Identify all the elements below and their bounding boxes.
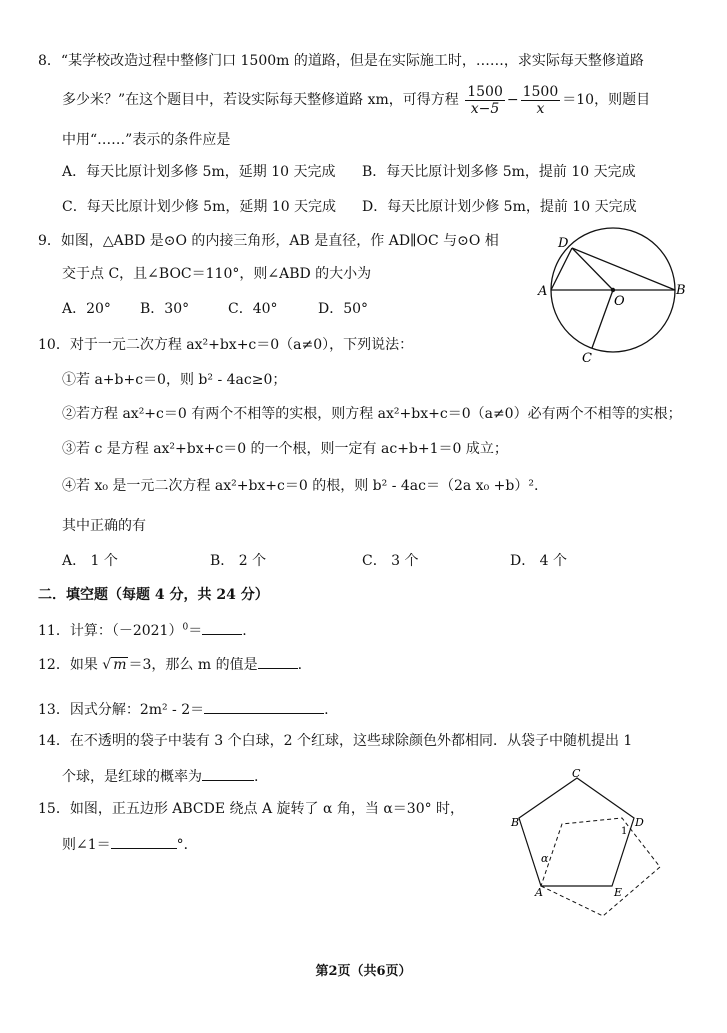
section-title: 二．填空题（每题 4 分，共 24 分）: [38, 587, 269, 603]
q8-line3: 中用“……”表示的条件应是: [62, 132, 231, 148]
q11-end: .: [242, 623, 247, 639]
q9-label-a: A: [538, 284, 548, 299]
q12-prefix: 12．如果: [38, 657, 98, 673]
q11-answer-blank[interactable]: [202, 620, 242, 635]
q10-item-1: ①若 a+b+c＝0，则 b² - 4ac≥0；: [62, 372, 287, 388]
q15-line2-text: 则∠1＝: [62, 837, 111, 853]
q9-option-c: C．40°: [228, 301, 278, 317]
q15-pentagon-rotated: [541, 818, 660, 916]
q9-line2: 交于点 C，且∠BOC＝110°，则∠ABD 的大小为: [62, 266, 372, 282]
q15-line1: 15．如图，正五边形 ABCDE 绕点 A 旋转了 α 角，当 α＝30° 时，: [38, 801, 465, 817]
q8-option-a: A．每天比原计划多修 5m，延期 10 天完成: [62, 164, 336, 180]
q9-center-dot: [611, 288, 615, 292]
q11-suffix: ＝: [188, 623, 203, 639]
q8-minus: −: [506, 92, 519, 108]
q8-fraction-2: [521, 84, 561, 117]
q10-item-2: ②若方程 ax²+c＝0 有两个不相等的实根，则方程 ax²+bx+c＝0（a≠0）必有两个不相等的实根；: [62, 406, 682, 422]
q10-item-3: ③若 c 是方程 ax²+bx+c＝0 的一个根，则一定有 ac+b+1＝0 成立；: [62, 441, 508, 457]
q13-line: [38, 699, 329, 719]
q15-label-e: E: [614, 886, 623, 899]
q15-label-d: D: [635, 816, 644, 829]
q12-line: [38, 654, 302, 674]
q10-which: 其中正确的有: [62, 518, 146, 534]
q9-label-c: C: [582, 351, 592, 365]
q9-segment-do: [572, 248, 613, 290]
q9-segment-db: [572, 248, 675, 290]
q10-option-a: A． 1 个: [62, 553, 118, 569]
q8-equals: ＝10: [562, 92, 595, 108]
q8-frac2-num: 1500: [522, 83, 559, 100]
q14-end: .: [254, 769, 259, 785]
q9-label-o: O: [614, 294, 625, 309]
q9-segment-oc: [592, 290, 613, 348]
q8-option-c: C．每天比原计划少修 5m，延期 10 天完成: [62, 199, 337, 215]
q14-line1: 14．在不透明的袋子中装有 3 个白球，2 个红球，这些球除颜色外都相同．从袋子中随机提出 1: [38, 733, 633, 749]
q12-end: .: [297, 657, 303, 673]
q15-label-b: B: [511, 816, 520, 829]
q8-frac1-num: 1500: [467, 83, 503, 100]
q9-label-d: D: [558, 236, 569, 251]
q9-option-d: D．50°: [318, 301, 369, 317]
q10-line1: 10．对于一元二次方程 ax²+bx+c＝0（a≠0），下列说法：: [38, 337, 414, 353]
q15-end: °．: [176, 837, 198, 853]
q10-option-d: D． 4 个: [510, 553, 568, 569]
q12-mid: ＝3，那么 m 的值是: [128, 657, 258, 673]
q15-label-angle-1: 1: [621, 826, 628, 837]
q10-option-b: B． 2 个: [210, 553, 267, 569]
q8-option-d: D．每天比原计划少修 5m，提前 10 天完成: [362, 199, 637, 215]
q11-prefix: 11．计算：（－2021）: [38, 623, 183, 639]
q8-frac2-den: x: [536, 100, 545, 117]
q8-line2: [62, 80, 650, 122]
q12-radical: √ m: [102, 657, 127, 673]
q12-answer-blank[interactable]: [258, 654, 298, 669]
q10-option-c: C． 3 个: [362, 553, 419, 569]
q15-line2: [62, 834, 198, 854]
q13-end: .: [324, 702, 329, 718]
q12-radicand: m: [113, 657, 127, 673]
q9-option-b: B．30°: [140, 301, 190, 317]
q13-prefix: 13．因式分解：2m² - 2＝: [38, 702, 205, 718]
q14-answer-blank[interactable]: [202, 766, 254, 781]
q10-item-4: ④若 x₀ 是一元二次方程 ax²+bx+c＝0 的根，则 b² - 4ac＝（2a x₀ +b）².: [62, 478, 539, 494]
q13-answer-blank[interactable]: [204, 699, 324, 714]
q8-line2-tail: ，则题目: [594, 92, 651, 108]
q8-frac1-den: x−5: [470, 100, 500, 117]
q14-line2: [62, 766, 258, 786]
q8-line2-text: 多少米？”在这个题目中，若设实际每天整修道路 xm，可得方程: [62, 92, 459, 108]
q15-pentagon-original: [519, 778, 634, 886]
q11-exponent: 0: [182, 622, 189, 633]
q14-line2-text: 个球，是红球的概率为: [62, 769, 202, 785]
q9-label-b: B: [676, 283, 686, 298]
q8-option-b: B．每天比原计划多修 5m，提前 10 天完成: [362, 164, 636, 180]
q8-fraction-1: [465, 84, 505, 117]
q15-answer-blank[interactable]: [111, 834, 177, 849]
q15-label-c: C: [572, 767, 581, 780]
q8-line1: 8．“某学校改造过程中整修门口 1500m 的道路，但是在实际施工时，……，求实际每天整修道路: [38, 53, 644, 69]
page-footer: 第2页（共6页）: [315, 964, 412, 979]
q9-option-a: A．20°: [62, 301, 111, 317]
q11-line: [38, 620, 247, 640]
q15-label-alpha: α: [541, 852, 549, 865]
q9-circle-figure: [530, 225, 690, 365]
q15-label-a: A: [535, 886, 543, 899]
q9-line1: 9．如图，△ABD 是⊙O 的内接三角形，AB 是直径，作 AD∥OC 与⊙O 相: [38, 233, 499, 249]
q15-pentagon-figure: [508, 765, 668, 925]
